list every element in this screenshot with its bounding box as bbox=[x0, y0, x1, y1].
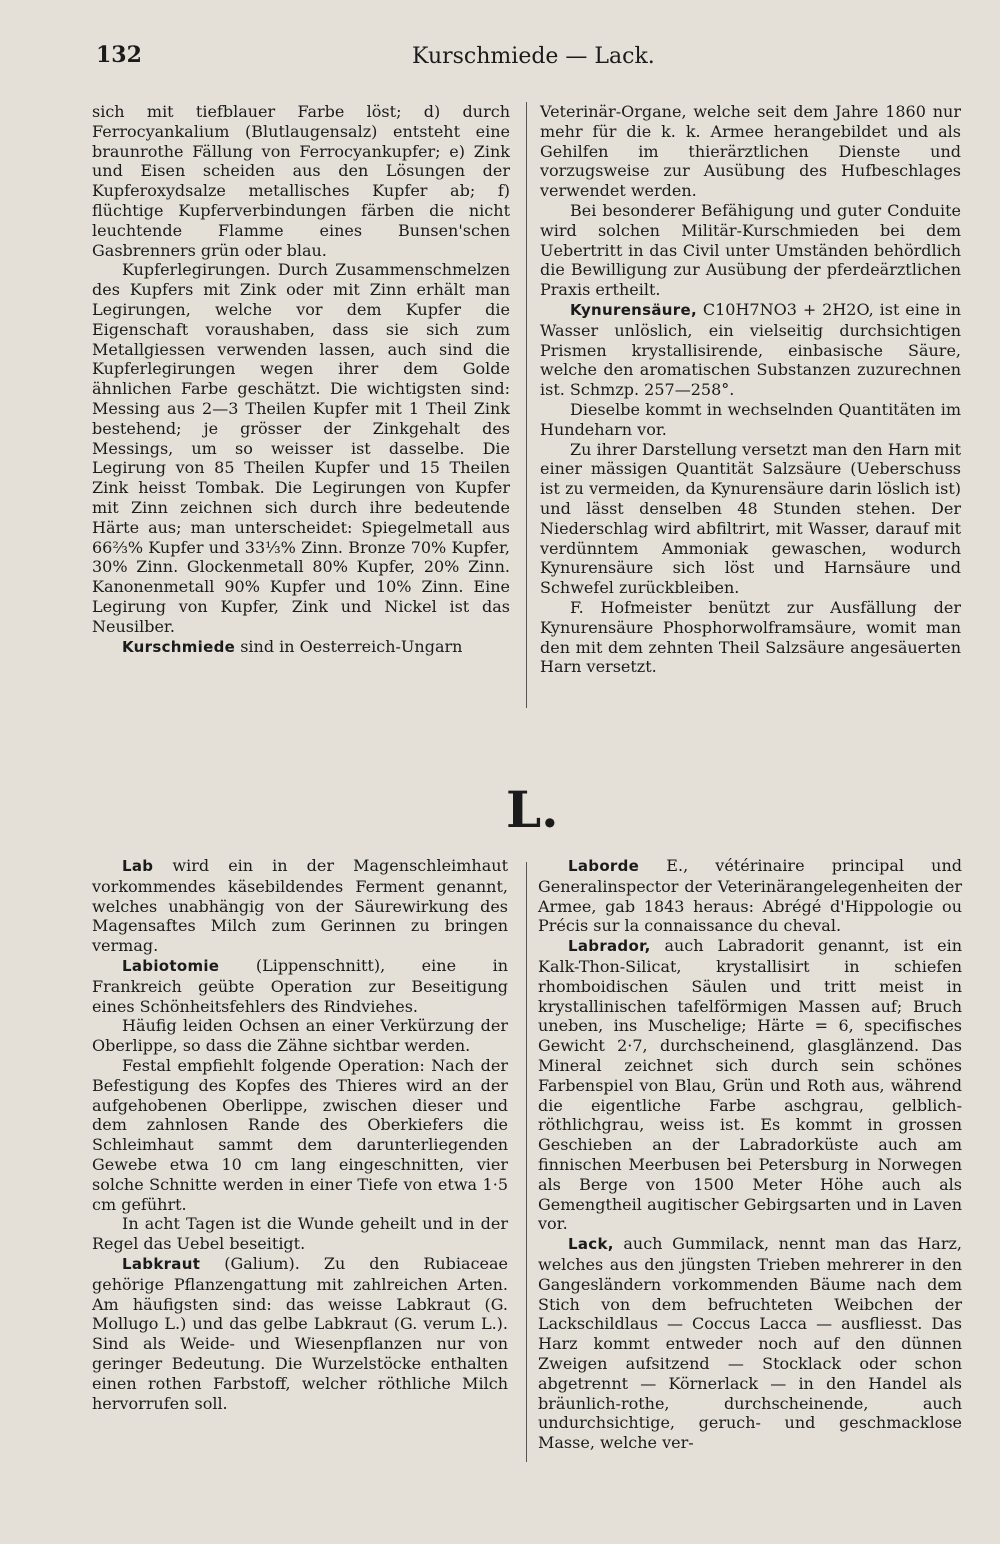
entry-text: auch Labradorit genannt, ist ein Kalk-Thon-Silicat, krystallisirt in schiefen rhomboidischen Säulen und tritt meist in krystallinischen tafelförmigen Massen auf; Bruch uneben, ins Muschelige; Härte = 6, specifisches Gewicht 2·7, durchscheinend, glasglänzend. Das Mineral zeichnet sich durch sein schönes Farbenspiel von Blau, Grün und Roth aus, während die eigentliche Farbe aschgrau, gelblich-röthlichgrau, weiss ist. Es kommt in grossen Geschieben an der Labradorküste auch am finnischen Meerbusen bei Petersburg in Norwegen als Berge von 1500 Meter Höhe auch als Gemengtheil augitischer Gebirgsarten und in Laven vor. bbox=[538, 936, 962, 1234]
entry-labrador bbox=[538, 936, 962, 1234]
chemical-formula: C10H7NO3 + 2H2O, bbox=[702, 299, 874, 319]
entry-text: sind in Oesterreich-Ungarn bbox=[240, 636, 463, 656]
entry-term: Labkraut bbox=[122, 1254, 201, 1273]
paragraph-kupfer-reactions: sich mit tiefblauer Farbe löst; d) durch Ferrocyankalium (Blutlaugensalz) entsteht eine braunrothe Fällung von Ferrocyankupfer; e) Zink und Eisen scheiden aus den Lösungen der Kupferoxydsalze metallisches Kupfer ab; f) flüchtige Kupferverbindungen färben die nicht leuchtende Flamme eines Bunsen'schen Gasbrenners grün oder blau. bbox=[92, 102, 510, 260]
entry-lab bbox=[92, 856, 508, 956]
column-divider-bottom bbox=[526, 862, 527, 1462]
entry-laborde bbox=[538, 856, 962, 936]
entry-text: E., vétérinaire principal und Generalinspector der Veterinärangelegenheiten der Armee, gab 1843 heraus: Abrégé d'Hippologie ou Précis sur la connaissance du cheval. bbox=[538, 856, 962, 936]
entry-lack bbox=[538, 1234, 962, 1453]
entry-text: wird ein in der Magenschleimhaut vorkommendes käsebildendes Ferment genannt, welches unabhängig von der Säurewirkung des Magensaftes Milch zum Gerinnen zu bringen vermag. bbox=[92, 856, 508, 956]
entry-term: Kurschmiede bbox=[122, 637, 236, 656]
paragraph-hofmeister: F. Hofmeister benützt zur Ausfällung der Kynurensäure Phosphorwolframsäure, womit man den mit dem zehnten Theil Salzsäure angesäuerten Harn versetzt. bbox=[540, 597, 961, 677]
column-lower-left bbox=[92, 856, 508, 1413]
paragraph-kurschmiede-continued: Veterinär-Organe, welche seit dem Jahre 1860 nur mehr für die k. k. Armee herangebildet und als Gehilfen im thierärztlichen Dienste und vorzugsweise zur Ausübung des Hufbeschlages verwendet werden. bbox=[540, 102, 961, 201]
entry-term: Lack, bbox=[568, 1235, 614, 1254]
column-upper-left bbox=[92, 102, 510, 657]
entry-labkraut bbox=[92, 1254, 508, 1413]
entry-text: (Galium). Zu den Rubiaceae gehörige Pflanzengattung mit zahlreichen Arten. Am häufigsten sind: das weisse Labkraut (G. Mollugo L.) und das gelbe Labkraut (G. verum L.). Sind als Weide- und Wiesenpflanzen nur von geringer Bedeutung. Die Wurzelstöcke enthalten einen rothen Farbstoff, welcher röthliche Milch hervorrufen soll. bbox=[92, 1253, 508, 1413]
entry-kurschmiede bbox=[92, 637, 510, 658]
page-number: 132 bbox=[96, 42, 142, 68]
entry-term: Lab bbox=[122, 857, 154, 875]
paragraph-hundeharn: Dieselbe kommt in wechselnden Quantitäten im Hundeharn vor. bbox=[540, 399, 961, 439]
entry-kynurensaeure bbox=[540, 300, 961, 400]
paragraph-ochsen: Häufig leiden Ochsen an einer Verkürzung der Oberlippe, so dass die Zähne sichtbar werden. bbox=[92, 1016, 508, 1056]
column-lower-right bbox=[538, 856, 962, 1453]
column-divider-top bbox=[526, 102, 527, 708]
paragraph-conduite: Bei besonderer Befähigung und guter Conduite wird solchen Militär-Kurschmieden bei dem Uebertritt in das Civil unter Umständen behördlich die Bewilligung zur Ausübung der pferdeärztlichen Praxis ertheilt. bbox=[540, 200, 961, 300]
column-upper-right bbox=[540, 102, 961, 677]
entry-labiotomie bbox=[92, 956, 508, 1016]
entry-text: auch Gummilack, nennt man das Harz, welches aus den jüngsten Trieben mehrerer in den Gangesländern vorkommenden Bäume nach dem Stich von dem befruchteten Weibchen der Lackschildlaus — Coccus Lacca — ausfliesst. Das Harz kommt entweder noch auf den dünnen Zweigen aufsitzend — Stocklack oder schon abgetrennt — Körnerlack — in den Handel als bräunlich-rothe, durchscheinende, auch undurchsichtige, geruch- und geschmacklose Masse, welche ver- bbox=[538, 1234, 962, 1453]
entry-text: ist eine in Wasser unlöslich, ein vielseitig durchsichtigen Prismen krystallisirende, einbasische Säure, welche den aromatischen Substanzen zuzurechnen ist. Schmzp. 257—258°. bbox=[540, 299, 962, 400]
paragraph-darstellung: Zu ihrer Darstellung versetzt man den Harn mit einer mässigen Quantität Salzsäure (Ueberschuss ist zu vermeiden, da Kynurensäure darin löslich ist) und lässt denselben 48 Stunden stehen. Der Niederschlag wird abfiltrirt, mit Wasser, darauf mit verdünntem Ammoniak gewaschen, wodurch Kynurensäure sich löst und Harnsäure und Schwefel zurückbleiben. bbox=[540, 439, 961, 598]
paragraph-kupferlegirungen: Kupferlegirungen. Durch Zusammenschmelzen des Kupfers mit Zink oder mit Zinn erhält man Legirungen, welche vor dem Kupfer die Eigenschaft voraushaben, dass sie sich zum Metallgiessen verwenden lassen, auch sind die Kupferlegirungen wegen ihrer dem Golde ähnlichen Farbe geschätzt. Die wichtigsten sind: Messing aus 2—3 Theilen Kupfer mit 1 Theil Zink bestehend; je grösser der Zinkgehalt des Messings, um so weisser ist dasselbe. Die Legirung von 85 Theilen Kupfer und 15 Theilen Zink heisst Tombak. Die Legirungen von Kupfer mit Zinn zeichnen sich durch ihre bedeutende Härte aus; man unterscheidet: Spiegelmetall aus 66⅔% Kupfer und 33⅓% Zinn. Bronze 70% Kupfer, 30% Zinn. Glockenmetall 80% Kupfer, 20% Zinn. Kanonenmetall 90% Kupfer und 10% Zinn. Eine Legirung von Kupfer, Zink und Nickel ist das Neusilber. bbox=[92, 260, 510, 636]
section-letter: L. bbox=[506, 780, 559, 839]
entry-term: Labiotomie bbox=[122, 956, 220, 975]
paragraph-wunde: In acht Tagen ist die Wunde geheilt und in der Regel das Uebel beseitigt. bbox=[92, 1214, 508, 1254]
running-title: Kurschmiede — Lack. bbox=[412, 44, 655, 69]
entry-term: Labrador, bbox=[568, 937, 651, 956]
paragraph-festal: Festal empfiehlt folgende Operation: Nach der Befestigung des Kopfes des Thieres wird an der aufgehobenen Oberlippe, zwischen dieser und dem zahnlosen Rande des Oberkiefers die Schleimhaut sammt dem darunterliegenden Gewebe etwa 10 cm lang eingeschnitten, vier solche Schnitte werden in einer Tiefe von etwa 1·5 cm geführt. bbox=[92, 1055, 508, 1214]
entry-term: Kynurensäure, bbox=[570, 300, 697, 319]
entry-term: Laborde bbox=[568, 857, 640, 875]
entry-text: (Lippenschnitt), eine in Frankreich geübte Operation zur Beseitigung eines Schönheitsfehlers des Rindviehes. bbox=[92, 955, 508, 1016]
